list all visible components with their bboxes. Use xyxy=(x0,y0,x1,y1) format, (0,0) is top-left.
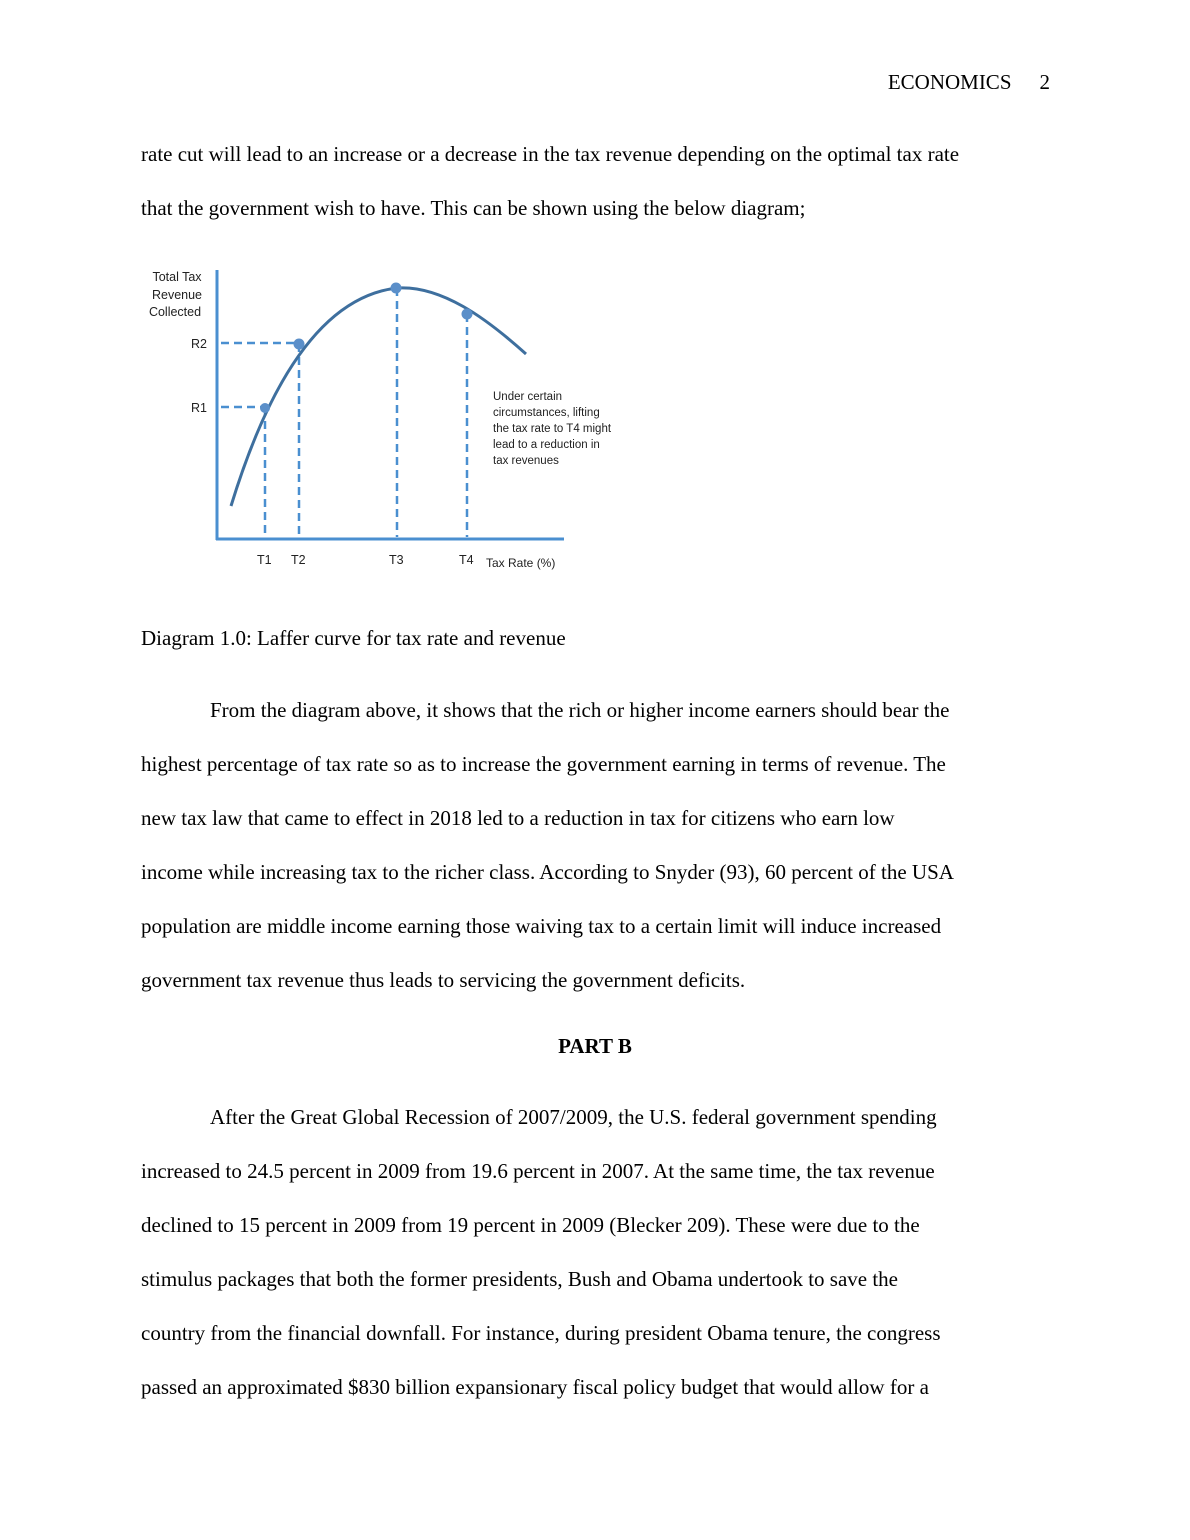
text-line: population are middle income earning those waiving tax to a certain limit will induce increased xyxy=(141,914,942,938)
r2-label: R2 xyxy=(191,337,207,351)
text-line: new tax law that came to effect in 2018 led to a reduction in tax for citizens who earn low xyxy=(141,806,895,830)
laffer-curve-svg xyxy=(141,258,641,578)
text-line: highest percentage of tax rate so as to increase the government earning in terms of revenue. The xyxy=(141,752,946,776)
laffer-curve-diagram xyxy=(141,258,641,578)
figure-caption: Diagram 1.0: Laffer curve for tax rate and revenue xyxy=(141,626,566,650)
intro-paragraph xyxy=(141,140,1051,248)
text-line: passed an approximated $830 billion expansionary fiscal policy budget that would allow for a xyxy=(141,1375,929,1399)
point-t4 xyxy=(462,309,473,320)
text-line: country from the financial downfall. For instance, during president Obama tenure, the congress xyxy=(141,1321,941,1345)
section-heading: PART B xyxy=(558,1034,632,1058)
r1-label: R1 xyxy=(191,401,207,415)
y-axis-label-line: Total Tax xyxy=(152,270,202,284)
paragraph-1 xyxy=(141,696,1051,1020)
x-axis-label: Tax Rate (%) xyxy=(486,556,556,570)
annotation-line: the tax rate to T4 might xyxy=(493,423,612,435)
annotation-line: Under certain xyxy=(493,391,563,403)
page-number: 2 xyxy=(1039,70,1050,94)
annotation-line: lead to a reduction in xyxy=(493,439,600,451)
running-header xyxy=(888,70,1050,95)
text-line: government tax revenue thus leads to servicing the government deficits. xyxy=(141,968,746,992)
text-line: income while increasing tax to the richer class. According to Snyder (93), 60 percent of the USA xyxy=(141,860,954,884)
t1-label: T1 xyxy=(257,553,272,567)
paragraph-2 xyxy=(141,1103,1051,1427)
text-line: that the government wish to have. This can be shown using the below diagram; xyxy=(141,196,806,220)
text-line: declined to 15 percent in 2009 from 19 percent in 2009 (Blecker 209). These were due to the xyxy=(141,1213,920,1237)
annotation-line: tax revenues xyxy=(493,455,559,467)
annotation-line: circumstances, lifting xyxy=(493,407,600,419)
text-line: stimulus packages that both the former presidents, Bush and Obama undertook to save the xyxy=(141,1267,898,1291)
text-line: increased to 24.5 percent in 2009 from 19.6 percent in 2007. At the same time, the tax revenue xyxy=(141,1159,935,1183)
header-title: ECONOMICS xyxy=(887,70,1012,94)
point-r2-t2 xyxy=(294,339,305,350)
y-axis-label-line: Collected xyxy=(148,305,202,319)
point-t3-peak xyxy=(391,283,402,294)
text-line: After the Great Global Recession of 2007/2009, the U.S. federal government spending xyxy=(210,1105,937,1129)
t4-label: T4 xyxy=(459,553,474,567)
t3-label: T3 xyxy=(389,553,404,567)
text-line: From the diagram above, it shows that the rich or higher income earners should bear the xyxy=(210,698,950,722)
point-r1-t1 xyxy=(260,403,270,413)
laffer-curve-line xyxy=(231,288,526,506)
y-axis-label-line: Revenue xyxy=(151,288,203,302)
text-line: rate cut will lead to an increase or a decrease in the tax revenue depending on the optimal tax rate xyxy=(141,142,960,166)
t2-label: T2 xyxy=(291,553,306,567)
